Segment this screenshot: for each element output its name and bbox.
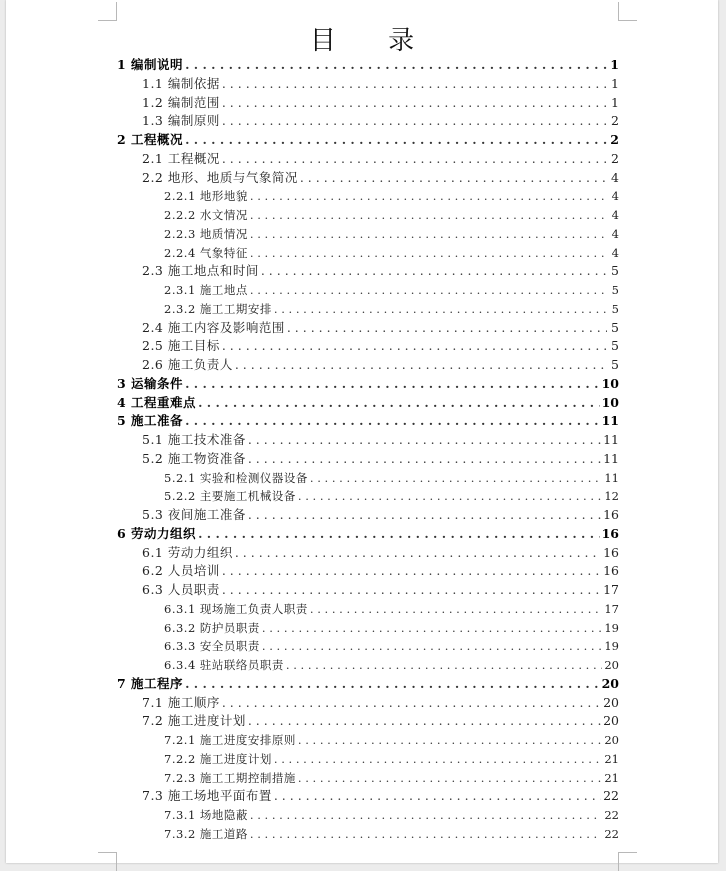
toc-entry[interactable] — [117, 281, 619, 300]
toc-dot-leader — [222, 150, 607, 169]
toc-dot-leader — [250, 806, 602, 825]
toc-entry[interactable] — [117, 731, 619, 750]
toc-entry[interactable] — [117, 300, 619, 319]
toc-entry[interactable] — [117, 750, 619, 769]
toc-entry-page-number: 17 — [603, 582, 619, 597]
toc-dot-leader — [250, 187, 607, 206]
toc-entry[interactable] — [117, 637, 619, 656]
toc-dot-leader — [185, 412, 600, 431]
toc-entry[interactable] — [117, 600, 619, 619]
toc-entry-title: 6.3 人员职责 — [142, 582, 220, 597]
toc-entry-page-number: 19 — [604, 639, 619, 654]
toc-entry[interactable] — [117, 206, 619, 225]
toc-dot-leader — [222, 694, 601, 713]
toc-entry-page-number: 20 — [601, 675, 619, 691]
toc-entry-page-number: 4 — [611, 208, 619, 222]
margin-mark-top-right — [618, 2, 637, 21]
toc-dot-leader — [222, 112, 607, 131]
toc-entry-title: 1.1 编制依据 — [142, 75, 220, 91]
toc-dot-leader — [185, 375, 600, 394]
toc-entry[interactable] — [117, 787, 619, 806]
toc-entry-page-number: 5 — [611, 357, 619, 372]
toc-entry[interactable] — [117, 525, 619, 544]
toc-entry[interactable] — [117, 431, 619, 450]
toc-entry[interactable] — [117, 694, 619, 713]
toc-entry[interactable] — [117, 506, 619, 525]
toc-entry-page-number: 1 — [611, 75, 619, 91]
toc-entry[interactable] — [117, 319, 619, 338]
toc-entry[interactable] — [117, 562, 619, 581]
toc-dot-leader — [274, 750, 602, 769]
toc-dot-leader — [250, 244, 607, 263]
toc-entry-page-number: 11 — [603, 450, 619, 466]
toc-entry-page-number: 4 — [611, 245, 619, 260]
toc-entry-title: 2.2.2 水文情况 — [164, 208, 248, 222]
toc-entry-title: 6.3.2 防护员职责 — [164, 620, 260, 635]
toc-entry-title: 7.3.2 施工道路 — [164, 826, 248, 841]
toc-entry[interactable] — [117, 187, 619, 206]
toc-entry-title: 7.1 施工顺序 — [142, 694, 220, 710]
toc-entry-title: 5.2.2 主要施工机械设备 — [164, 489, 296, 504]
toc-entry-title: 5.3 夜间施工准备 — [142, 507, 246, 522]
toc-dot-leader — [222, 94, 607, 113]
toc-entry-title: 5.2 施工物资准备 — [142, 450, 246, 466]
toc-entry[interactable] — [117, 656, 619, 675]
toc-dot-leader — [198, 525, 600, 544]
toc-entry-title: 5 施工准备 — [117, 413, 184, 429]
toc-entry[interactable] — [117, 337, 619, 356]
toc-entry-title: 1.2 编制范围 — [142, 94, 220, 110]
toc-entry-title: 7.2.1 施工进度安排原则 — [164, 733, 296, 747]
toc-entry-page-number: 10 — [601, 375, 619, 391]
toc-dot-leader — [287, 319, 607, 338]
toc-dot-leader — [222, 581, 601, 600]
toc-entry-page-number: 4 — [611, 169, 619, 185]
toc-entry-title: 6.3.3 安全员职责 — [164, 639, 260, 654]
toc-dot-leader — [185, 56, 607, 75]
toc-entry[interactable] — [117, 487, 619, 506]
toc-dot-leader — [235, 356, 607, 375]
toc-entry-title: 1.3 编制原则 — [142, 113, 220, 129]
toc-dot-leader — [250, 225, 607, 244]
toc-entry[interactable] — [117, 150, 619, 169]
toc-entry-title: 1 编制说明 — [117, 57, 184, 72]
toc-entry-title: 4 工程重难点 — [117, 394, 197, 410]
toc-entry-page-number: 11 — [601, 413, 619, 429]
toc-entry-page-number: 2 — [611, 150, 619, 166]
toc-entry[interactable] — [117, 375, 619, 394]
toc-entry-page-number: 16 — [603, 544, 619, 560]
toc-dot-leader — [250, 206, 607, 225]
toc-dot-leader — [300, 169, 607, 188]
toc-dot-leader — [222, 562, 601, 581]
toc-entry[interactable] — [117, 412, 619, 431]
toc-dot-leader — [235, 544, 601, 563]
toc-dot-leader — [250, 281, 607, 300]
toc-entry-title: 6 劳动力组织 — [117, 525, 197, 541]
toc-entry-page-number: 20 — [604, 733, 619, 747]
toc-entry-title: 3 运输条件 — [117, 375, 184, 391]
toc-entry[interactable] — [117, 112, 619, 131]
toc-dot-leader — [185, 131, 607, 150]
page-title: 目 录 — [309, 26, 437, 56]
toc-entry-page-number: 11 — [604, 470, 619, 485]
toc-entry-page-number: 16 — [603, 563, 619, 579]
toc-entry[interactable] — [117, 825, 619, 844]
document-page — [6, 0, 718, 863]
toc-entry-title: 6.1 劳动力组织 — [142, 544, 233, 560]
toc-entry-page-number: 19 — [604, 620, 619, 635]
toc-entry-page-number: 5 — [611, 263, 619, 279]
toc-entry[interactable] — [117, 769, 619, 788]
toc-entry-title: 2.2.1 地形地貌 — [164, 189, 248, 204]
toc-entry-page-number: 2 — [611, 113, 619, 129]
margin-mark-bottom-left — [98, 852, 117, 871]
toc-entry[interactable] — [117, 244, 619, 263]
toc-entry-title: 2.5 施工目标 — [142, 338, 220, 354]
toc-entry-page-number: 5 — [611, 283, 619, 297]
toc-entry-title: 2 工程概况 — [117, 132, 184, 147]
toc-dot-leader — [248, 506, 601, 525]
toc-entry-page-number: 21 — [604, 751, 619, 766]
toc-entry[interactable] — [117, 581, 619, 600]
toc-entry[interactable] — [117, 225, 619, 244]
toc-entry-page-number: 22 — [604, 826, 619, 841]
toc-entry-page-number: 12 — [604, 489, 619, 504]
toc-entry[interactable] — [117, 394, 619, 413]
toc-entry-page-number: 16 — [601, 525, 619, 541]
toc-entry-title: 7.2.2 施工进度计划 — [164, 751, 272, 766]
toc-entry[interactable] — [117, 469, 619, 488]
toc-dot-leader — [248, 450, 601, 469]
toc-entry-title: 7.3.1 场地隐蔽 — [164, 808, 248, 822]
toc-entry[interactable] — [117, 450, 619, 469]
toc-dot-leader — [261, 262, 607, 281]
toc-entry-title: 7.2.3 施工工期控制措施 — [164, 770, 296, 785]
toc-entry-title: 2.1 工程概况 — [142, 150, 220, 166]
toc-dot-leader — [274, 300, 607, 319]
toc-entry-page-number: 4 — [611, 189, 619, 204]
toc-entry-page-number: 11 — [603, 432, 619, 447]
toc-entry[interactable] — [117, 169, 619, 188]
toc-entry-title: 6.3.1 现场施工负责人职责 — [164, 601, 308, 616]
toc-dot-leader — [310, 469, 602, 488]
toc-entry-page-number: 20 — [604, 658, 619, 672]
toc-dot-leader — [286, 656, 602, 675]
toc-entry-title: 7 施工程序 — [117, 675, 184, 691]
toc-dot-leader — [248, 431, 601, 450]
toc-entry-title: 2.2.4 气象特征 — [164, 245, 248, 260]
toc-entry-page-number: 5 — [611, 338, 619, 354]
toc-entry-title: 2.3 施工地点和时间 — [142, 263, 259, 279]
toc-entry[interactable] — [117, 75, 619, 94]
toc-dot-leader — [250, 825, 602, 844]
toc-entry-page-number: 4 — [611, 226, 619, 241]
toc-entry-title: 2.3.1 施工地点 — [164, 283, 248, 297]
toc-entry-title: 2.2.3 地质情况 — [164, 226, 248, 241]
toc-dot-leader — [274, 787, 601, 806]
toc-dot-leader — [262, 619, 602, 638]
toc-entry-page-number: 10 — [601, 394, 619, 410]
toc-dot-leader — [248, 712, 601, 731]
toc-entry-title: 6.2 人员培训 — [142, 563, 220, 579]
toc-dot-leader — [298, 769, 602, 788]
toc-entry-title: 2.6 施工负责人 — [142, 357, 233, 372]
margin-mark-bottom-right — [618, 852, 637, 871]
toc-entry-title: 2.4 施工内容及影响范围 — [142, 319, 285, 335]
toc-entry[interactable] — [117, 712, 619, 731]
toc-dot-leader — [298, 731, 602, 750]
toc-dot-leader — [298, 487, 602, 506]
toc-entry-title: 6.3.4 驻站联络员职责 — [164, 658, 284, 672]
toc-entry[interactable] — [117, 94, 619, 113]
toc-entry-page-number: 22 — [603, 788, 619, 804]
toc-entry-page-number: 1 — [610, 57, 619, 72]
toc-dot-leader — [262, 637, 602, 656]
toc-dot-leader — [310, 600, 602, 619]
toc-entry[interactable] — [117, 262, 619, 281]
toc-entry-page-number: 1 — [611, 94, 619, 110]
toc-entry[interactable] — [117, 544, 619, 563]
toc-entry-page-number: 2 — [610, 132, 619, 147]
toc-entry-title: 5.2.1 实验和检测仪器设备 — [164, 470, 308, 485]
toc-dot-leader — [198, 394, 600, 413]
toc-entry[interactable] — [117, 806, 619, 825]
toc-entry[interactable] — [117, 356, 619, 375]
toc-entry[interactable] — [117, 56, 619, 75]
toc-dot-leader — [222, 75, 607, 94]
toc-entry-page-number: 22 — [604, 808, 619, 822]
toc-entry-page-number: 21 — [604, 770, 619, 785]
toc-entry[interactable] — [117, 619, 619, 638]
toc-entry-title: 2.3.2 施工工期安排 — [164, 301, 272, 316]
toc-entry-page-number: 16 — [603, 507, 619, 522]
toc-entry-title: 7.2 施工进度计划 — [142, 713, 246, 729]
toc-entry-page-number: 5 — [611, 301, 619, 316]
toc-entry-page-number: 5 — [611, 319, 619, 335]
toc-entry-page-number: 20 — [603, 713, 619, 729]
toc-entry-page-number: 20 — [603, 694, 619, 710]
toc-dot-leader — [222, 337, 607, 356]
toc-entry-page-number: 17 — [604, 601, 619, 616]
toc-entry-title: 5.1 施工技术准备 — [142, 432, 246, 447]
toc-entry-title: 7.3 施工场地平面布置 — [142, 788, 272, 804]
toc-entry[interactable] — [117, 131, 619, 150]
toc-entry[interactable] — [117, 675, 619, 694]
margin-mark-top-left — [98, 2, 117, 21]
toc-dot-leader — [185, 675, 600, 694]
table-of-contents — [117, 56, 619, 844]
toc-entry-title: 2.2 地形、地质与气象简况 — [142, 169, 298, 185]
